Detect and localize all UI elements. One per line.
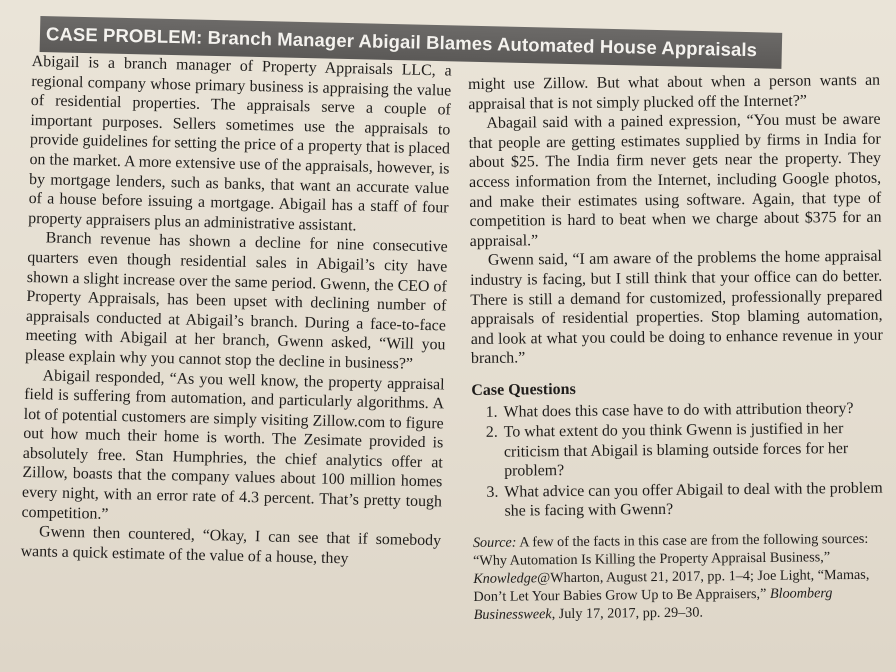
source-text-3: , July 17, 2017, pp. 29–30. [551, 604, 704, 623]
paragraph-revenue-decline: Branch revenue has shown a decline for nine consecutive quarters even though residential sales in Abigail’s city have shown a slight increase over the same period. Gwenn, the CEO of Property Appraisals, has been upset with declining number of appraisals conducted at Abigail’s branch. During a face-to-face meeting with Abigail at her branch, Gwenn asked, “Will you please explain why you cannot stop the decline in business?” [24, 229, 448, 373]
left-column [20, 52, 451, 571]
paragraph-abigail-response: Abigail responded, “As you well know, the property appraisal field is suffering from automation, and particularly algorithms. A lot of potential customers are simply visiting Zillow.com to figure out how much their home is worth. The Zesimate provided is absolutely free. Stan Humphries, the chief analytics offer at Zillow, boasts that the company values about 100 million homes every night, with an error rate of 4.3 percent. That’s pretty tough competition.” [21, 366, 445, 523]
source-text-2: Wharton, August 21, 2017, pp. 1–4; Joe Light, “Mamas, Don’t Let Your Babies Grow Up to Be Appraisers,” [473, 566, 870, 606]
question-item: 3. What advice can you offer Abigail to deal with the problem she is facing with Gwenn? [502, 479, 884, 522]
source-text-1: A few of the facts in this case are from the following sources: “Why Automation Is Killing the Property Appraisal Business,” [473, 530, 869, 570]
paragraph-gwenn-counter: Gwenn then countered, “Okay, I can see that if somebody wants a quick estimate of the value of a house, they [20, 523, 442, 568]
source-publication-1: Knowledge@ [473, 570, 551, 588]
source-publication-2: Bloomberg Businessweek [473, 585, 833, 624]
question-item: 2. To what extent do you think Gwenn is justified in her criticism that Abigail is blaming outside forces for her problem? [502, 419, 885, 482]
paragraph-continued: might use Zillow. But what about when a person wants an appraisal that is not simply plucked off the Internet?” [468, 71, 881, 113]
source-note [473, 530, 886, 624]
paragraph-gwenn-said: Gwenn said, “I am aware of the problems the home appraisal industry is facing, but I still think that your office can do better. There is still a demand for customized, professionally prepared appraisals of residential properties. Stop blaming automation, and look at what you could be doing to enhance revenue in your branch.” [470, 248, 883, 368]
paragraph-abagail-pained: Abagail said with a pained expression, “You must be aware that people are getting estimates supplied by firms in India for about $25. The India firm never gets near the property. They access information from the Internet, including Google photos, and make their estimates using software. Again, that type of competition is hard to beat when we charge about $375 for an appraisal.” [468, 110, 882, 250]
case-questions-list [471, 398, 884, 522]
case-problem-title: CASE PROBLEM: Branch Manager Abigail Blames Automated House Appraisals [45, 23, 758, 61]
source-label: Source: [472, 534, 517, 552]
paragraph-intro: Abigail is a branch manager of Property Appraisals LLC, a regional company whose primary business is appraising the value of residential properties. The appraisals serve a couple of important purposes. Sellers sometimes use the appraisals to provide guidelines for setting the price of a property that is placed on the market. A more extensive use of the appraisals, however, is by mortgage lenders, such as banks, that want an accurate value of a house before issuing a mortgage. Abigail has a staff of four property appraisers plus an administrative assistant. [28, 52, 452, 235]
case-questions-heading: Case Questions [471, 380, 576, 399]
right-column [468, 71, 886, 624]
question-item: 1. What does this case have to do with attribution theory? [501, 398, 883, 422]
